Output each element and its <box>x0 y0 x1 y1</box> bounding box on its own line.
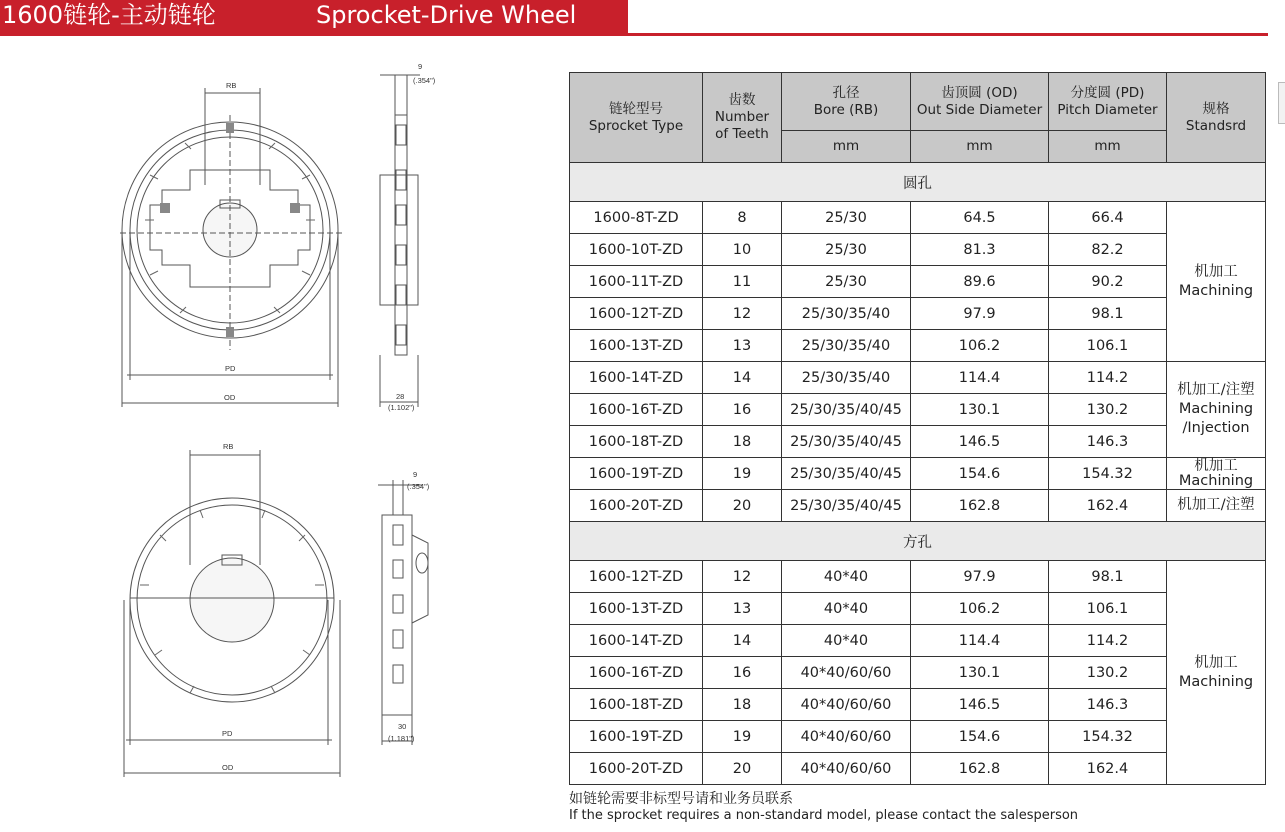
table-cell: 106.2 <box>911 593 1049 625</box>
table-cell: 114.4 <box>911 362 1049 394</box>
dim-30: 30 <box>398 722 407 731</box>
table-cell: 146.3 <box>1049 426 1167 458</box>
table-cell: 16 <box>703 394 782 426</box>
table-cell: 1600-19T-ZD <box>570 721 703 753</box>
table-cell: 146.5 <box>911 689 1049 721</box>
table-cell: 1600-8T-ZD <box>570 202 703 234</box>
unit-od: mm <box>911 131 1049 163</box>
table-row <box>570 657 1266 689</box>
table-row <box>570 753 1266 785</box>
table-cell: 106.1 <box>1049 593 1167 625</box>
table-row <box>570 458 1266 490</box>
top-side-view <box>380 75 420 407</box>
dim-9-top: 9 <box>418 62 423 71</box>
table-cell: 1600-10T-ZD <box>570 234 703 266</box>
table-cell: 40*40 <box>782 561 911 593</box>
table-cell: 82.2 <box>1049 234 1167 266</box>
dim-rb-top: RB <box>226 81 237 90</box>
table-cell: 114.4 <box>911 625 1049 657</box>
table-cell: 146.5 <box>911 426 1049 458</box>
title-cn: 1600链轮-主动链轮 <box>2 1 216 29</box>
table-cell: 16 <box>703 657 782 689</box>
table-row <box>570 394 1266 426</box>
table-cell: 1600-14T-ZD <box>570 362 703 394</box>
table-cell: 1600-13T-ZD <box>570 330 703 362</box>
table-cell: 114.2 <box>1049 362 1167 394</box>
table-row <box>570 490 1266 522</box>
table-cell: 25/30/35/40/45 <box>782 490 911 522</box>
table-row <box>570 266 1266 298</box>
spec-table <box>569 72 1266 785</box>
spec-cell: 机加工 Machining <box>1167 202 1266 362</box>
table-cell: 90.2 <box>1049 266 1167 298</box>
table-cell: 19 <box>703 721 782 753</box>
table-cell: 14 <box>703 362 782 394</box>
table-cell: 154.6 <box>911 458 1049 490</box>
top-front-view <box>120 88 342 407</box>
table-cell: 25/30/35/40 <box>782 298 911 330</box>
table-cell: 40*40/60/60 <box>782 657 911 689</box>
table-cell: 1600-19T-ZD <box>570 458 703 490</box>
table-row <box>570 625 1266 657</box>
table-cell: 40*40 <box>782 593 911 625</box>
table-cell: 106.2 <box>911 330 1049 362</box>
table-cell: 25/30/35/40/45 <box>782 458 911 490</box>
table-cell: 130.2 <box>1049 657 1167 689</box>
dim-od-bottom: OD <box>222 763 234 772</box>
spec-cell: 机加工 Machining <box>1167 561 1266 785</box>
table-cell: 106.1 <box>1049 330 1167 362</box>
table-cell: 98.1 <box>1049 561 1167 593</box>
table-cell: 162.8 <box>911 753 1049 785</box>
section-round-bore: 圆孔 <box>570 163 1266 202</box>
table-cell: 1600-18T-ZD <box>570 426 703 458</box>
table-cell: 20 <box>703 490 782 522</box>
table-cell: 1600-13T-ZD <box>570 593 703 625</box>
table-cell: 1600-20T-ZD <box>570 753 703 785</box>
dim-30in: (1.181") <box>388 734 415 743</box>
table-cell: 81.3 <box>911 234 1049 266</box>
header-spec: 规格 Standsrd <box>1167 73 1266 163</box>
table-row <box>570 298 1266 330</box>
title-rule <box>0 33 1268 36</box>
table-cell: 154.6 <box>911 721 1049 753</box>
table-cell: 89.6 <box>911 266 1049 298</box>
table-row <box>570 593 1266 625</box>
header-pd: 分度圆 (PD) Pitch Diameter <box>1049 73 1167 131</box>
table-cell: 98.1 <box>1049 298 1167 330</box>
header-teeth: 齿数 Number of Teeth <box>703 73 782 163</box>
dim-pd-top: PD <box>225 364 236 373</box>
table-cell: 154.32 <box>1049 458 1167 490</box>
table-cell: 1600-16T-ZD <box>570 394 703 426</box>
dim-rb-bottom: RB <box>223 442 234 451</box>
sprocket-drawing <box>110 55 450 785</box>
bottom-side-view <box>378 480 428 745</box>
unit-pd: mm <box>1049 131 1167 163</box>
table-cell: 40*40/60/60 <box>782 721 911 753</box>
table-row <box>570 561 1266 593</box>
table-cell: 12 <box>703 298 782 330</box>
table-cell: 154.32 <box>1049 721 1167 753</box>
table-cell: 130.2 <box>1049 394 1167 426</box>
table-cell: 8 <box>703 202 782 234</box>
table-cell: 1600-14T-ZD <box>570 625 703 657</box>
table-cell: 12 <box>703 561 782 593</box>
table-cell: 19 <box>703 458 782 490</box>
table-cell: 18 <box>703 689 782 721</box>
table-cell: 66.4 <box>1049 202 1167 234</box>
table-cell: 130.1 <box>911 657 1049 689</box>
table-cell: 146.3 <box>1049 689 1167 721</box>
table-row <box>570 426 1266 458</box>
table-cell: 13 <box>703 593 782 625</box>
table-cell: 162.8 <box>911 490 1049 522</box>
section-square-bore: 方孔 <box>570 522 1266 561</box>
spec-cell: 机加工/注塑 <box>1167 490 1266 522</box>
header-od: 齿顶圆 (OD) Out Side Diameter <box>911 73 1049 131</box>
table-row <box>570 689 1266 721</box>
table-cell: 25/30 <box>782 266 911 298</box>
table-cell: 20 <box>703 753 782 785</box>
table-row <box>570 721 1266 753</box>
table-cell: 25/30 <box>782 234 911 266</box>
note-en: If the sprocket requires a non-standard model, please contact the salesperson <box>569 808 1079 823</box>
spec-cell: 机加工 Machining <box>1167 458 1266 490</box>
table-cell: 10 <box>703 234 782 266</box>
table-cell: 1600-16T-ZD <box>570 657 703 689</box>
table-row <box>570 330 1266 362</box>
header-bore: 孔径 Bore (RB) <box>782 73 911 131</box>
table-cell: 11 <box>703 266 782 298</box>
table-cell: 25/30 <box>782 202 911 234</box>
table-cell: 25/30/35/40 <box>782 362 911 394</box>
table-cell: 25/30/35/40/45 <box>782 426 911 458</box>
table-row <box>570 362 1266 394</box>
table-cell: 130.1 <box>911 394 1049 426</box>
table-cell: 162.4 <box>1049 490 1167 522</box>
table-cell: 162.4 <box>1049 753 1167 785</box>
header-type: 链轮型号 Sprocket Type <box>570 73 703 163</box>
dim-9-bottom: 9 <box>413 470 418 479</box>
table-row <box>570 202 1266 234</box>
dim-pd-bottom: PD <box>222 729 233 738</box>
dim-28in: (1.102") <box>388 403 415 412</box>
note-cn: 如链轮需要非标型号请和业务员联系 <box>569 791 793 807</box>
table-cell: 18 <box>703 426 782 458</box>
table-cell: 40*40/60/60 <box>782 753 911 785</box>
spec-cell: 机加工/注塑 Machining /Injection <box>1167 362 1266 458</box>
title-banner <box>0 0 628 34</box>
dim-28: 28 <box>396 392 405 401</box>
table-cell: 14 <box>703 625 782 657</box>
table-cell: 97.9 <box>911 298 1049 330</box>
unit-bore: mm <box>782 131 911 163</box>
table-cell: 1600-12T-ZD <box>570 561 703 593</box>
bottom-front-view <box>124 450 340 777</box>
table-cell: 1600-20T-ZD <box>570 490 703 522</box>
table-cell: 40*40/60/60 <box>782 689 911 721</box>
table-cell: 40*40 <box>782 625 911 657</box>
dim-9in-top: (.354") <box>413 76 436 85</box>
table-cell: 1600-11T-ZD <box>570 266 703 298</box>
dim-9in-bottom: (.354") <box>407 482 430 491</box>
table-cell: 13 <box>703 330 782 362</box>
table-cell: 1600-12T-ZD <box>570 298 703 330</box>
table-cell: 114.2 <box>1049 625 1167 657</box>
table-cell: 25/30/35/40 <box>782 330 911 362</box>
title-en: Sprocket-Drive Wheel <box>316 1 577 29</box>
side-tab <box>1278 82 1285 124</box>
table-row <box>570 234 1266 266</box>
table-cell: 97.9 <box>911 561 1049 593</box>
table-cell: 64.5 <box>911 202 1049 234</box>
table-cell: 25/30/35/40/45 <box>782 394 911 426</box>
table-cell: 1600-18T-ZD <box>570 689 703 721</box>
dim-od-top: OD <box>224 393 236 402</box>
